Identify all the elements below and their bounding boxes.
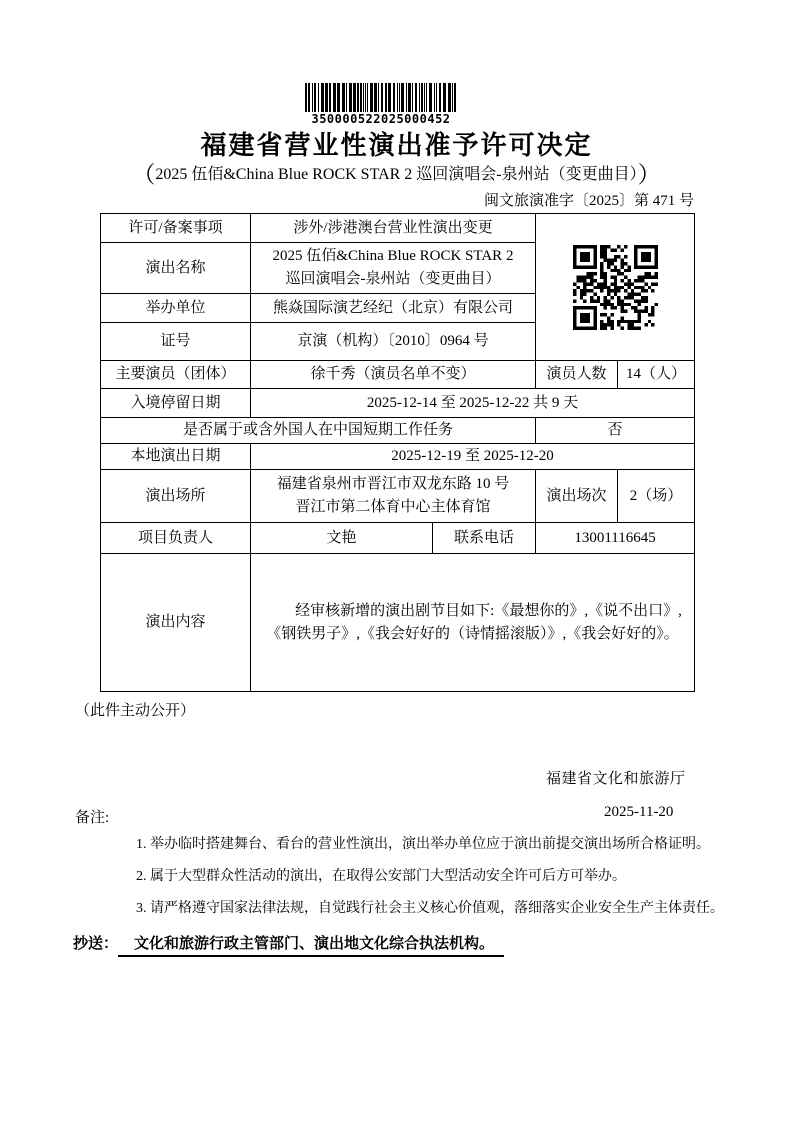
manager-label: 项目负责人 xyxy=(101,523,251,554)
table-row xyxy=(101,214,695,243)
organizer-label: 举办单位 xyxy=(101,294,251,323)
sessions-value: 2（场） xyxy=(618,470,695,523)
entry-dates-label: 入境停留日期 xyxy=(101,389,251,418)
barcode-icon xyxy=(305,83,457,112)
subtitle-close-paren: ） xyxy=(637,161,661,187)
phone-label: 联系电话 xyxy=(433,523,536,554)
note-item: 1. 举办临时搭建舞台、看台的营业性演出，演出举办单位应于演出前提交演出场所合格证明。 xyxy=(136,837,710,852)
permit-item-label: 许可/备案事项 xyxy=(101,214,251,243)
show-name-label: 演出名称 xyxy=(101,243,251,294)
table-row xyxy=(101,554,695,692)
performer-label: 主要演员（团体） xyxy=(101,361,251,389)
cert-value: 京演（机构）〔2010〕0964 号 xyxy=(251,323,536,361)
table-row xyxy=(101,523,695,554)
content-line1: 经审核新增的演出剧节目如下:《最想你的》,《说不出口》, xyxy=(295,602,682,619)
table-row xyxy=(101,444,695,470)
performer-count-value: 14（人） xyxy=(618,361,695,389)
foreign-work-label: 是否属于或含外国人在中国短期工作任务 xyxy=(101,418,536,444)
table-row xyxy=(101,389,695,418)
page-subtitle xyxy=(0,162,793,187)
local-dates-label: 本地演出日期 xyxy=(101,444,251,470)
copy-to-line xyxy=(73,932,504,953)
foreign-work-value: 否 xyxy=(536,418,695,444)
show-name-line2: 巡回演唱会-泉州站（变更曲目） xyxy=(285,271,501,287)
barcode-block xyxy=(303,83,459,126)
permit-item-value: 涉外/涉港澳台营业性演出变更 xyxy=(251,214,536,243)
copy-to-value: 文化和旅游行政主管部门、演出地文化综合执法机构。 xyxy=(118,936,504,957)
performer-value: 徐千秀（演员名单不变） xyxy=(251,361,536,389)
content-label: 演出内容 xyxy=(101,554,251,692)
table-row xyxy=(101,361,695,389)
show-name-line1: 2025 伍佰&China Blue ROCK STAR 2 xyxy=(272,248,514,264)
content-line2: 《钢铁男子》,《我会好好的（诗情摇滚版）》,《我会好好的》。 xyxy=(266,625,679,642)
qr-code-icon xyxy=(573,245,658,330)
notes-label: 备注: xyxy=(75,810,110,826)
performer-count-label: 演员人数 xyxy=(536,361,618,389)
subtitle-text: 2025 伍佰&China Blue ROCK STAR 2 巡回演唱会-泉州站（变更曲目） xyxy=(155,166,638,183)
disclosure-note: （此件主动公开） xyxy=(75,703,196,719)
page-title: 福建省营业性演出准予许可决定 xyxy=(200,130,593,160)
note-item: 2. 属于大型群众性活动的演出，在取得公安部门大型活动安全许可后方可举办。 xyxy=(136,869,626,884)
document-number: 闽文旅演准字〔2025〕第 471 号 xyxy=(483,193,694,209)
organizer-value: 熊焱国际演艺经纪（北京）有限公司 xyxy=(251,294,536,323)
cert-label: 证号 xyxy=(101,323,251,361)
permit-table xyxy=(100,213,695,692)
venue-label: 演出场所 xyxy=(101,470,251,523)
note-item: 3. 请严格遵守国家法律法规，自觉践行社会主义核心价值观，落细落实企业安全生产主体责任。 xyxy=(136,901,724,916)
venue-line2: 晋江市第二体育中心主体育馆 xyxy=(295,499,491,515)
manager-value: 文艳 xyxy=(251,523,433,554)
entry-dates-value: 2025-12-14 至 2025-12-22 共 9 天 xyxy=(251,389,695,418)
venue-value xyxy=(251,470,536,523)
issuing-agency: 福建省文化和旅游厅 xyxy=(546,771,686,787)
table-row xyxy=(101,470,695,523)
table-row xyxy=(101,418,695,444)
copy-to-label: 抄送： xyxy=(73,936,119,952)
barcode-number: 350000522025000452 xyxy=(311,112,451,126)
subtitle-open-paren: （ xyxy=(132,161,156,187)
venue-line1: 福建省泉州市晋江市双龙东路 10 号 xyxy=(276,476,510,492)
content-value xyxy=(251,554,695,692)
show-name-value xyxy=(251,243,536,294)
issue-date: 2025-11-20 xyxy=(604,804,674,820)
qr-code-cell xyxy=(536,214,695,361)
local-dates-value: 2025-12-19 至 2025-12-20 xyxy=(251,444,695,470)
sessions-label: 演出场次 xyxy=(536,470,618,523)
phone-value: 13001116645 xyxy=(536,523,695,554)
